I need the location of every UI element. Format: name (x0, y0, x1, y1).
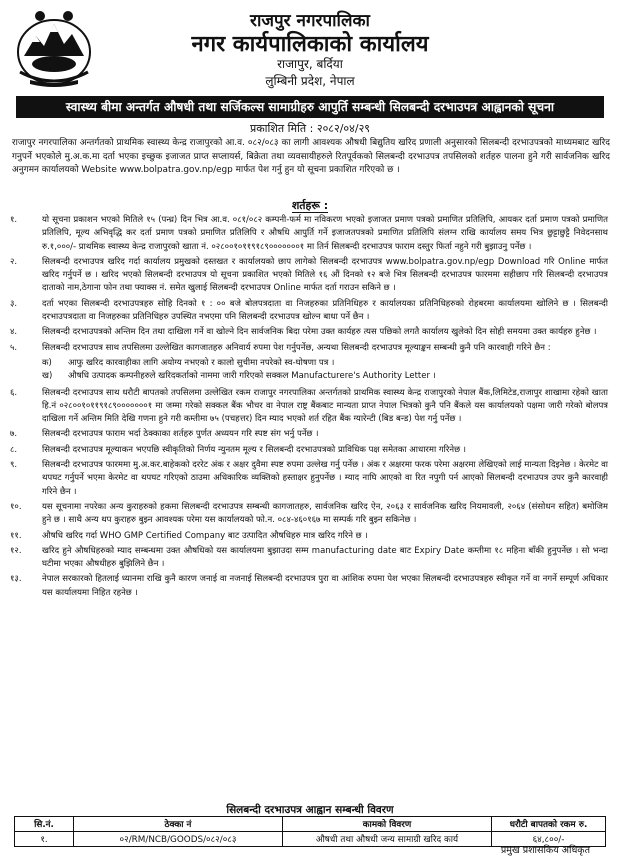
municipality-name: राजपुर नगरपालिका (250, 11, 370, 31)
term-item (8, 256, 608, 296)
term-item (8, 530, 608, 543)
term-number: ६. (10, 387, 18, 398)
term-subitem (8, 357, 608, 370)
intro-paragraph (12, 137, 610, 178)
term-number: ३. (10, 298, 18, 309)
office-address: राजापुर, बर्दिया (277, 57, 343, 71)
term-item (8, 298, 608, 325)
term-number: ५. (10, 342, 18, 353)
terms-heading (0, 198, 620, 213)
subitem-label: ख) (42, 371, 53, 382)
table-cell: औषधी तथा औषधी जन्य सामाग्री खरिद कार्य (283, 832, 492, 847)
office-name: नगर कार्यपालिकाको कार्यालय (191, 32, 429, 57)
term-text: सिलबन्दी दरभाउपत्र साथ तपसिलमा उल्लेखित कागजातहरु अनिवार्य रुपमा पेश गर्नुपर्नेछ, अन्यथा सिलबन्दी दरभाउपत्र मूल्याङ्कन सम्बन्धी कुनै पनि कारवाही गरिने छैन : (42, 342, 551, 353)
term-item (8, 545, 608, 572)
term-item (8, 326, 608, 339)
term-item (8, 387, 608, 427)
letterhead (0, 4, 620, 96)
term-number: ८. (10, 444, 18, 455)
table-header-row (15, 817, 606, 832)
terms-heading-text: शर्तहरू : (291, 199, 329, 212)
signoff-title: प्रमुख प्रशासकिय अधिकृत (500, 845, 590, 856)
column-header: कामको विवरण (283, 817, 492, 832)
term-item (8, 573, 608, 600)
term-text: सिलबन्दी दरभाउपत्र मूल्याकन भएपछि स्वीकृतिको निर्णय न्युनतम मूल्य र सिलबन्दी दरभाउपत्रको प्राविधिक पक्ष समेतका आधारमा गरिनेछ । (42, 444, 466, 455)
table-cell: १. (15, 832, 74, 847)
term-text: औषधि खरिद गर्दा WHO GMP Certified Company बाट उत्पादित औषधिहरु मात्र खरिद गरिने छ । (42, 530, 368, 541)
term-text: सिलबन्दी दरभाउपत्र फाराम भर्दा ठेक्काका शर्तहरु पुर्णत अध्ययन गरि स्पष्ट संग भर्नु पर्नेछ । (42, 429, 319, 440)
subitem-text: औषधि उत्पादक कम्पनीहरुले खरिदकर्ताको नाममा जारी गरिएको सक्कल Manufacturere's Authority Letter । (68, 371, 436, 382)
bid-table-title: सिलबन्दी दरभाउपत्र आह्वान सम्बन्धी विवरण (226, 804, 394, 816)
term-item (8, 459, 608, 499)
terms-list (8, 214, 608, 602)
term-number: ११. (10, 530, 22, 541)
subitem-label: क) (42, 357, 52, 368)
published-date: प्रकाशित मिति : २०८२/०४/२९ (249, 122, 371, 135)
subitem-text: आफु खरिद कारवाहीका लागि अयोग्य नभएको र कालो सुचीमा नपरेको स्व-घोषणा पत्र । (68, 357, 335, 368)
term-number: १०. (10, 501, 22, 512)
office-province: लुम्बिनी प्रदेश, नेपाल (265, 74, 355, 88)
term-text: खरिद हुने औषधिहरुको म्याद सम्बन्धमा उक्त औषधिको यस कार्यालयमा बुझाउदा सम्म manufacturing date बाट Expiry Date कम्तीमा १८ महिना बाँकी हुनुपर्नेछ । सो भन्दा घटीमा भएका औषधीहरु बुझिलिने छैन । (42, 545, 608, 570)
term-item (8, 444, 608, 457)
term-number: ९. (10, 460, 18, 471)
table-cell: ६४,८००/- (492, 832, 606, 847)
term-text: सिलबन्दी दरभाउपत्रको अन्तिम दिन तथा दाखिला गर्ने वा खोल्ने दिन सार्वजनिक बिदा परेमा उक्त कार्यहरु त्यस पछिको लगतै कार्यालय खुलेको दिन सोही समयमा उक्त कार्यहरु हुनेछ । (42, 327, 597, 338)
column-header: सि.नं. (15, 817, 74, 832)
term-number: १३. (10, 574, 22, 585)
term-number: १२. (10, 545, 22, 556)
term-subitem (8, 370, 608, 383)
term-text: सिलबन्दी दरभाउपत्र फारममा मु.अ.कर.बाहेकको दररेट अंक र अक्षर दुवैमा स्पष्ट रुपमा उल्लेख गर्नु पर्नेछ । अंक र अक्षरमा फरक परेमा अक्षरमा लेखिएको लाई मान्यता दिइनेछ । केरमेट वा थपघट गर्नुपर्ने भएमा केरमेट वा थपघट गरिएको ठाउमा अधिकारिक व्यक्तिको हस्ताक्षर हुनुपर्नेछ । म्याद नाघि आएको वा रित नपुगी पर्न आएको सिलबन्दी दरभाउपत्र उपर कुनै कारवाही गरिने छैन । (42, 460, 608, 497)
column-header: ठेक्का नं (74, 817, 283, 832)
term-text: यस सूचनामा नपरेका अन्य कुराहरुको हकमा सिलबन्दी दरभाउपत्र सम्बन्धी कागजातहरु, सार्वजनिक खरिद ऐन, २०६३ र सार्वजनिक खरिद नियमावली, २०६४ (संसोधन सहित) बमोजिम हुने छ । साथै अन्य थप कुराहरु बुझ्न आवश्यक परेमा यस कार्यालयको फो.न. ०८४-४६०१६७ मा सम्पर्क गरि बुझ्न सकिनेछ । (42, 501, 608, 526)
term-item (8, 342, 608, 355)
term-text: सिलबन्दी दरभाउपत्र खरिद गर्दा कार्यालय प्रमुखको दस्तखत र कार्यालयको छाप लागेको सिलबन्दी दरभाउपत्र www.bolpatra.gov.np/egp Download गरि Online मार्फत खरिद गर्नुपर्ने छ । खरिद भएको सिलबन्दी दरभाउपत्र यो सूचना प्रकाशित भएको मितिले १६ औं दिनको १२ बजे भित्र सिलबन्दी दरभाउपत्र फारममा सहीछाप गरि सिलबन्दी दरभाउपत्र दाताको नाम,ठेगाना फोन तथा फ्याक्स नं. समेत खुलाई सिलबन्दी दरभाउपत्र Online मार्फत दर्ता गराउन सकिने छ । (42, 256, 608, 294)
term-item (8, 428, 608, 441)
term-number: १. (10, 215, 18, 225)
term-number: २. (10, 256, 18, 267)
term-item (8, 214, 608, 254)
term-number: ४. (10, 327, 18, 338)
term-text: यो सूचना प्रकाशन भएको मितिले १५ (पन्ध्र) दिन भित्र आ.व. ०८१/०८२ कम्पनी-फर्म मा नविकरण भएको इजाजत प्रमाण पत्रको प्रमाणित प्रतिलिपि, आयकर दर्ता प्रमाण पत्रको प्रमाणित प्रतिलिपि, मूल्य अभिवृद्धि कर दर्ता प्रमाण पत्रको प्रमाणित प्रतिलिपि र औषधि आपुर्ति गर्ने इजाजतपत्रको प्रमाणित प्रतिलिपि संलग्न राखि कार्यालय समय भित्र छुट्टाछुट्टै निवेदनसाथ रु.१,०००/- प्राथमिक स्वास्थ्य केन्द्र राजापुरको खाता नं. ०२८००१०११९१८९०००००००१ मा तिर्न सिलबन्दी दरभाउपत्र फाराम दस्तुर फिर्ता नहुने गरी बुझाउनु पर्नेछ । (42, 215, 608, 252)
term-number: ७. (10, 429, 18, 440)
term-text: दर्ता भएका सिलबन्दी दरभाउपत्रहरु सोहि दिनको १ : ०० बजे बोलपत्रदाता वा निजहरुका प्रतिनिधिहरु र कार्यालयका प्रतिनिधिहरुको रोहबरमा कार्यालयमा खोलिने छ । सिलबन्दी दरभाउपत्रदाता वा निजहरुका प्रतिनिधिहरु उपस्थित नभएमा पनि सिलबन्दी दरभाउपत्र खोल्न बाधा पर्ने छैन । (42, 298, 608, 323)
term-text: सिलबन्दी दरभाउपत्र साथ धरौटी बापतको तपसिलमा उल्लेखित रकम राजापुर नगरपालिका अन्तर्गतको प्राथमिक स्वास्थ्य केन्द्र राजापुरको नेपाल बैंक,लिमिटेड,राजापुर शाखामा रहेको खाता हि.नं ०२८००१०११९१८९०००००००१ मा जम्मा गरेको सक्कल बैंक भौचर वा नेपाल राष्ट्र बैंकबाट मान्यता प्राप्त नेपाल भित्रको कुनै पनि बैंकले यस कार्यालयको पक्षमा जारी गरेको बोलपत्र दाखिला गर्ने अन्तिम मिति देखि गणना हुने गरी कम्तीमा ७५ (पचहत्तर) दिन म्याद भएको शर्त रहित बैंक ग्यारेन्टी (बिड बन्ड) पेश गर्नु पर्नेछ । (42, 387, 608, 425)
intro-text: राजापुर नगरपालिका अन्तर्गतको प्राथमिक स्वास्थ्य केन्द्र राजापुरको आ.व. ०८२/०८३ का लागी आवश्यक औषधी बिद्युतिय खरिद प्रणाली अनुसारको सिलबन्दी दरभाउपत्रको माध्यमबाट खरिद गनुपर्ने भएकोले मु.अ.क.मा दर्ता भएका इच्छुक इजाजत प्राप्त सप्लायर्स, बिक्रेता तथा व्यवसायीहरुले रितपूर्वकको सिलबन्दी दरभाउपत्र तपसिलको शर्तहरु पालना हुने गरी सार्वजनिक खरिद अनुगमन कार्यालयको Website www.bolpatra.gov.np/egp मार्फत पेश गर्नु हुन यो सूचना प्रकाशित गरिएको छ । (12, 138, 610, 176)
notice-title: स्वास्थ्य बीमा अन्तर्गत औषधी तथा सर्जिकल्स सामाग्रीहरु आपुर्ति सम्बन्धी सिलबन्दी दरभाउपत्र आह्वानको सूचना (16, 96, 604, 118)
table-cell: ०२/RM/NCB/GOODS/०८२/०८३ (74, 832, 283, 847)
term-text: नेपाल सरकारको हितलाई ध्यानमा राखि कुनै कारण जनाई वा नजनाई सिलबन्दी दरभाउपत्र पुरा वा आंशिक रुपमा पेश भएका सिलबन्दी दरभाउपत्रहरु स्वीकृत गर्ने वा नगर्ने सम्पूर्ण अधिकार यस कार्यालयमा निहित रहनेछ । (42, 574, 608, 598)
term-item (8, 501, 608, 528)
column-header: धरौटी बापतको रकम रु. (492, 817, 606, 832)
